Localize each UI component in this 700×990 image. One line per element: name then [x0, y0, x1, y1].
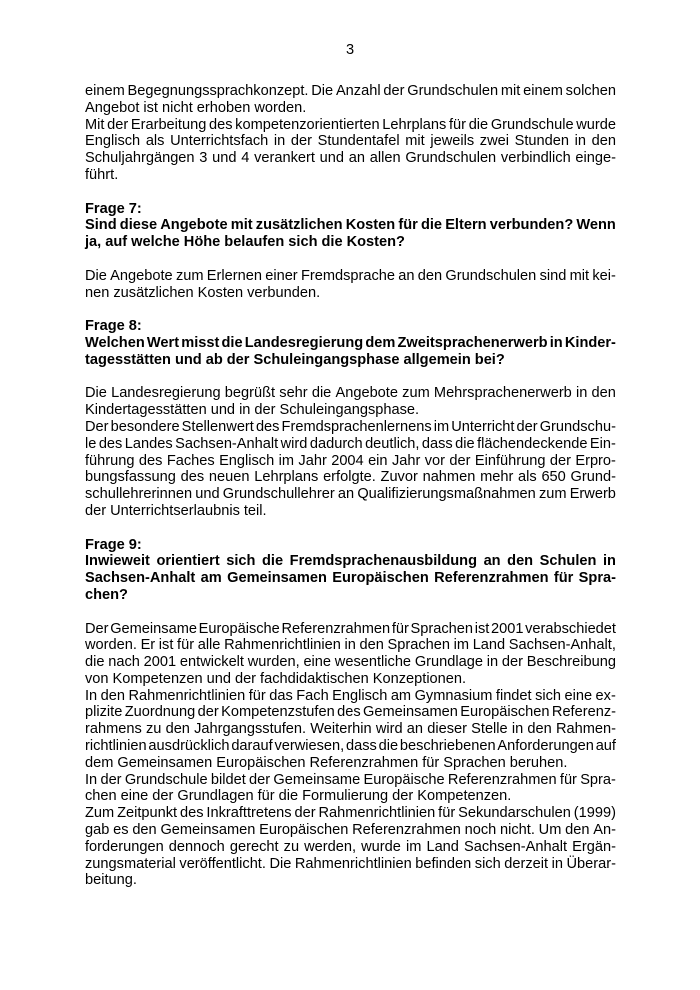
text-line: schullehrerinnen und Grundschullehrer an Qualifizierungsmaßnahmen zum Erwerb: [85, 486, 616, 503]
paragraph-gap: [85, 369, 616, 386]
text-line: Englisch als Unterrichtsfach in der Stundentafel mit jeweils zwei Stunden in den: [85, 133, 616, 150]
text-line: die nach 2001 entwickelt wurden, eine wesentliche Grundlage in der Beschreibung: [85, 654, 616, 671]
text-line: Sind diese Angebote mit zusätzlichen Kosten für die Eltern verbunden? Wenn: [85, 217, 616, 234]
document-body: [85, 83, 616, 889]
text-line: Sachsen-Anhalt am Gemeinsamen Europäischen Referenzrahmen für Spra-: [85, 570, 616, 587]
text-line: dem Gemeinsamen Europäischen Referenzrahmen für Sprachen beruhen.: [85, 754, 568, 771]
text-line: le des Landes Sachsen-Anhalt wird dadurch deutlich, dass die flächendeckende Ein-: [85, 435, 616, 452]
text-line: chen?: [85, 586, 128, 603]
text-line: forderungen dennoch gerecht zu werden, wurde im Land Sachsen-Anhalt Ergän-: [85, 838, 616, 855]
paragraph-gap: [85, 301, 616, 318]
text-line: gab es den Gemeinsamen Europäischen Referenzrahmen noch nicht. Um den An-: [85, 822, 616, 839]
text-line: der Unterrichtserlaubnis teil.: [85, 502, 267, 519]
text-line: Inwieweit orientiert sich die Fremdsprachenausbildung an den Schulen in: [85, 553, 616, 570]
text-line: beitung.: [85, 872, 137, 889]
text-line: plizite Zuordnung der Kompetenzstufen des Gemeinsamen Europäischen Referenz-: [85, 704, 616, 721]
text-line: Welchen Wert misst die Landesregierung dem Zweitsprachenerwerb in Kinder-: [85, 334, 616, 351]
paragraph-gap: [85, 604, 616, 621]
text-line: Die Landesregierung begrüßt sehr die Angebote zum Mehrsprachenerwerb in den: [85, 385, 616, 402]
text-line: Angebot ist nicht erhoben worden.: [85, 99, 307, 116]
text-line: Kindertagesstätten und in der Schuleingangsphase.: [85, 402, 420, 419]
answer-paragraph: [85, 268, 616, 302]
paragraph-gap: [85, 520, 616, 537]
text-line: worden. Er ist für alle Rahmenrichtlinien in den Sprachen im Land Sachsen-Anhalt,: [85, 637, 616, 654]
paragraph-gap: [85, 251, 616, 268]
text-line: Der besondere Stellenwert des Fremdsprachenlernens im Unterricht der Grundschu-: [85, 418, 616, 435]
text-line: richtlinien ausdrücklich darauf verwiesen, dass die beschriebenen Anforderungen auf: [85, 738, 616, 755]
text-line: Frage 7:: [85, 200, 142, 217]
text-line: Die Angebote zum Erlernen einer Fremdsprache an den Grundschulen sind mit kei-: [85, 267, 616, 284]
text-line: einem Begegnungssprachkonzept. Die Anzahl der Grundschulen mit einem solchen: [85, 83, 616, 99]
text-line: Frage 9:: [85, 536, 142, 553]
question-heading: [85, 201, 616, 251]
text-line: chen eine der Grundlagen für die Formulierung der Kompetenzen.: [85, 788, 512, 805]
text-line: Zum Zeitpunkt des Inkrafttretens der Rahmenrichtlinien für Sekundarschulen (1999): [85, 805, 616, 822]
text-line: führt.: [85, 166, 119, 183]
question-heading: [85, 318, 616, 368]
text-line: tagesstätten und ab der Schuleingangsphase allgemein bei?: [85, 351, 505, 368]
text-line: zungsmaterial veröffentlicht. Die Rahmenrichtlinien befinden sich derzeit in Überar-: [85, 855, 616, 872]
text-line: In den Rahmenrichtlinien für das Fach Englisch am Gymnasium findet sich eine ex-: [85, 687, 616, 704]
question-heading: [85, 537, 616, 604]
page-number: 3: [345, 42, 355, 58]
text-line: rahmens zu den Jahrgangsstufen. Weiterhin wird an dieser Stelle in den Rahmen-: [85, 721, 616, 738]
answer-paragraph: [85, 621, 616, 890]
text-line: ja, auf welche Höhe belaufen sich die Kosten?: [85, 234, 405, 251]
text-line: In der Grundschule bildet der Gemeinsame Europäische Referenzrahmen für Spra-: [85, 771, 616, 788]
text-line: von Kompetenzen und der fachdidaktischen Konzeptionen.: [85, 670, 467, 687]
text-line: nen zusätzlichen Kosten verbunden.: [85, 284, 321, 301]
text-line: Frage 8:: [85, 318, 142, 335]
text-line: bungsfassung des neuen Lehrplans erfolgte. Zuvor nahmen mehr als 650 Grund-: [85, 469, 616, 486]
answer-paragraph: [85, 385, 616, 519]
text-line: führung des Faches Englisch im Jahr 2004 ein Jahr vor der Einführung der Erpro-: [85, 452, 616, 469]
paragraph-gap: [85, 184, 616, 201]
text-line: Mit der Erarbeitung des kompetenzorientierten Lehrplans für die Grundschule wurde: [85, 116, 616, 133]
answer-paragraph: [85, 83, 616, 184]
text-line: Schuljahrgängen 3 und 4 verankert und an allen Grundschulen verbindlich einge-: [85, 150, 616, 167]
text-line: Der Gemeinsame Europäische Referenzrahmen für Sprachen ist 2001 verabschiedet: [85, 620, 616, 637]
